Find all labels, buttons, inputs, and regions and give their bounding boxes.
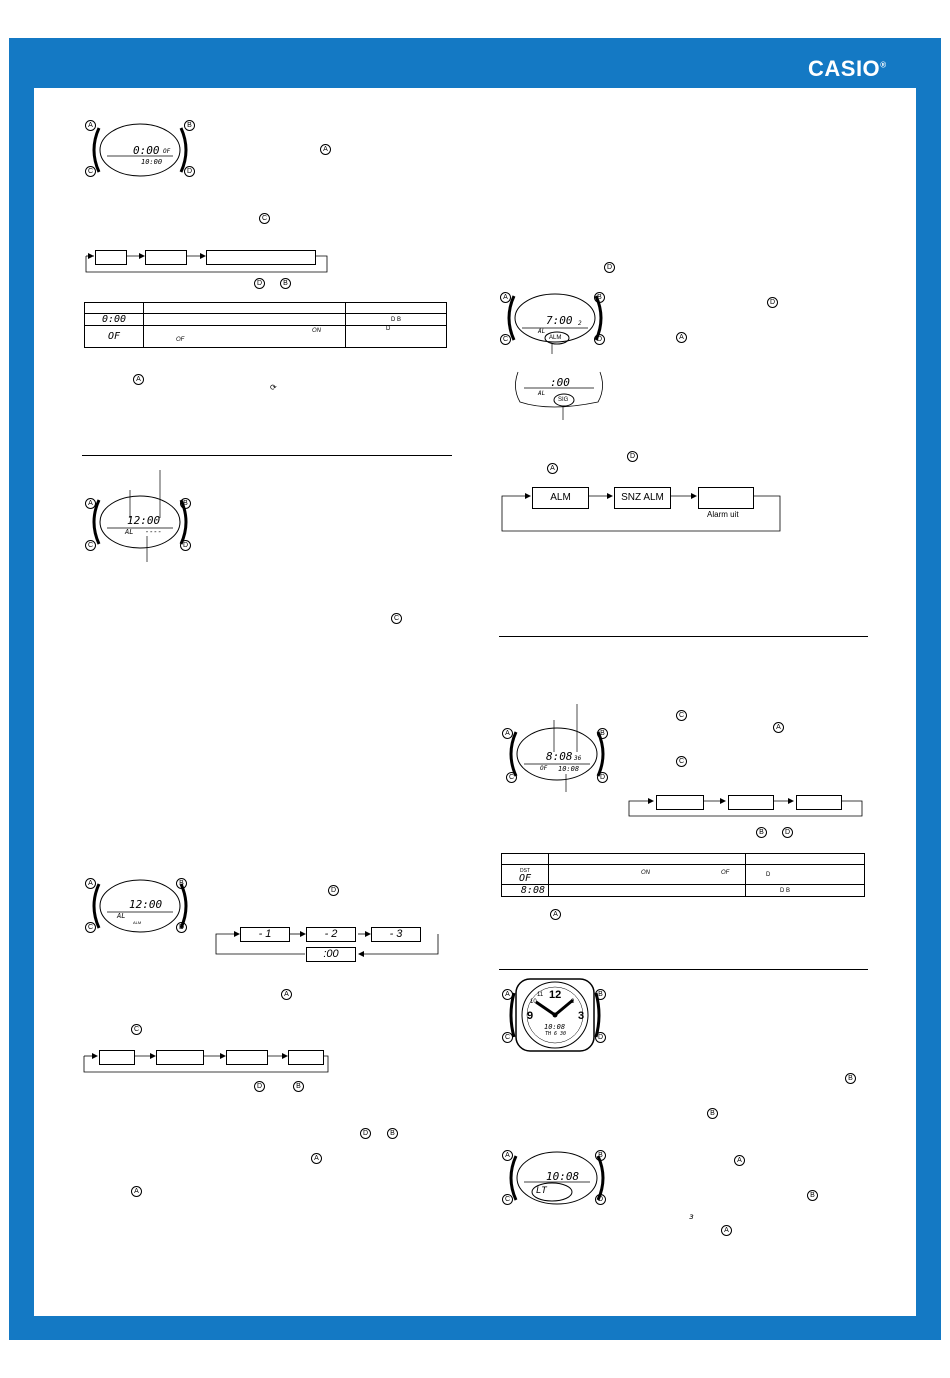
button-c-icon: C — [502, 1194, 513, 1205]
table-cell: D — [346, 326, 447, 348]
cycle6-box-1 — [656, 795, 704, 810]
settings-table-2 — [501, 853, 865, 897]
button-c-ref-icon: C — [391, 613, 402, 624]
dial-9: 9 — [527, 1010, 534, 1022]
cycle4-box-4 — [288, 1050, 324, 1065]
lcd-bottom: 10:00 — [141, 158, 163, 166]
dial-3: 3 — [578, 1010, 585, 1022]
button-c-ref-icon: C — [676, 710, 687, 721]
repeat-icon: ⟳ — [270, 383, 277, 392]
table-cell: D B — [746, 885, 865, 897]
button-b-icon: B — [184, 120, 195, 131]
button-a-icon: A — [502, 1150, 513, 1161]
lcd-digital-sub: TH 6 30 — [545, 1031, 567, 1037]
segment-glyph-icon: ɜ — [689, 1212, 694, 1221]
lcd-sub: AL — [538, 328, 546, 335]
button-a-ref-icon: A — [721, 1225, 732, 1236]
analog-watch-figure — [500, 975, 610, 1055]
dial-11: 11 — [537, 992, 544, 998]
button-d-icon: D — [180, 540, 191, 551]
button-b-icon: B — [176, 878, 187, 889]
button-b-ref-icon: B — [293, 1081, 304, 1092]
button-b-icon: B — [594, 292, 605, 303]
table-cell: DST OF — [502, 865, 549, 885]
button-a-ref-icon: A — [320, 144, 331, 155]
cycle2-off-label: Alarm uit — [707, 510, 739, 519]
lcd-sub: AL — [538, 390, 546, 397]
cycle3-box-3: - 3 — [371, 927, 421, 942]
button-d-icon: D — [184, 166, 195, 177]
analog-watch-icon — [500, 975, 610, 1055]
button-d-ref-icon: D — [328, 885, 339, 896]
button-b-ref-icon: B — [845, 1073, 856, 1084]
cycle2-off — [698, 487, 754, 509]
button-d-ref-icon: D — [782, 827, 793, 838]
button-a-ref-icon: A — [773, 722, 784, 733]
table-cell-tag: OF — [176, 337, 185, 343]
button-c-icon: C — [85, 922, 96, 933]
button-a-ref-icon: A — [133, 374, 144, 385]
section-divider — [499, 636, 868, 637]
lcd-sub: AL — [117, 912, 126, 920]
button-a-icon: A — [502, 989, 513, 1000]
table-cell-tag: ON — [641, 870, 650, 876]
lcd-main: 8:08 — [546, 750, 573, 763]
lcd-main: 12:00 — [129, 898, 163, 911]
table-row — [502, 885, 865, 897]
lcd-digital: 10:08 — [544, 1023, 566, 1031]
dial-2: 2 — [571, 999, 575, 1005]
lcd-dash: ---- — [145, 528, 162, 536]
dial-10: 10 — [530, 999, 537, 1005]
button-b-ref-icon: B — [280, 278, 291, 289]
button-b-icon: B — [595, 989, 606, 1000]
button-d-ref-icon: D — [360, 1128, 371, 1139]
section-divider — [499, 969, 868, 970]
button-a-ref-icon: A — [550, 909, 561, 920]
table-cell: 0:00 — [85, 314, 144, 326]
watch-figure-3 — [85, 876, 195, 940]
table-cell: D B — [346, 314, 447, 326]
button-c-icon: C — [502, 1032, 513, 1043]
button-c-ref-icon: C — [676, 756, 687, 767]
button-b-icon: B — [595, 1150, 606, 1161]
lcd-main: 7:00 — [546, 314, 573, 327]
button-a-icon: A — [500, 292, 511, 303]
watch-figure-1 — [85, 118, 195, 182]
lcd-sub: LT — [536, 1186, 547, 1196]
button-b-ref-icon: B — [387, 1128, 398, 1139]
section-divider — [82, 455, 452, 456]
button-a-ref-icon: A — [734, 1155, 745, 1166]
watch-figure-5 — [510, 368, 610, 420]
watch-figure-4 — [500, 290, 610, 350]
button-c-ref-icon: C — [259, 213, 270, 224]
button-a-ref-icon: A — [547, 463, 558, 474]
watch-figure-7 — [502, 1148, 612, 1210]
button-a-ref-icon: A — [281, 989, 292, 1000]
cycle6-box-3 — [796, 795, 842, 810]
cycle1-box-1 — [95, 250, 127, 265]
lcd-bottom: 10:08 — [558, 765, 580, 773]
table-row — [85, 314, 447, 326]
button-d-ref-icon: D — [767, 297, 778, 308]
lcd-sub: AL — [125, 528, 134, 536]
cycle4-box-2 — [156, 1050, 204, 1065]
cycle6-box-2 — [728, 795, 774, 810]
lcd-sub: OF — [540, 765, 548, 772]
lcd-main: 0:00 — [133, 144, 160, 157]
lcd-label: ALM — [133, 920, 142, 925]
button-a-ref-icon: A — [676, 332, 687, 343]
button-a-icon: A — [85, 498, 96, 509]
button-b-ref-icon: B — [756, 827, 767, 838]
button-a-ref-icon: A — [311, 1153, 322, 1164]
button-d-icon: D — [595, 1194, 606, 1205]
table-cell-tag: OF — [721, 870, 730, 876]
button-d-ref-icon: D — [604, 262, 615, 273]
lcd-right: OF — [163, 148, 171, 155]
settings-table-1 — [84, 302, 447, 348]
casio-logo: CASIO® — [808, 56, 887, 81]
table-cell-tag: ON — [312, 328, 321, 334]
lcd-main: :00 — [550, 376, 570, 389]
lcd-main: 10:08 — [546, 1170, 580, 1183]
alm-badge: ALM — [549, 335, 562, 341]
button-d-icon: D — [594, 334, 605, 345]
cycle1-box-3 — [206, 250, 316, 265]
watch-figure-2 — [85, 490, 195, 554]
button-b-icon: B — [180, 498, 191, 509]
button-a-icon: A — [502, 728, 513, 739]
button-c-icon: C — [85, 540, 96, 551]
sig-badge: SIG — [558, 397, 569, 403]
lcd-sec: 36 — [574, 755, 582, 762]
cycle1-box-2 — [145, 250, 187, 265]
button-d-icon: D — [176, 922, 187, 933]
cycle4-box-1 — [99, 1050, 135, 1065]
button-d-ref-icon: D — [627, 451, 638, 462]
button-b-icon: B — [597, 728, 608, 739]
button-a-icon: A — [85, 878, 96, 889]
button-c-ref-icon: C — [131, 1024, 142, 1035]
cycle4-box-3 — [226, 1050, 268, 1065]
lcd-main: 12:00 — [127, 514, 161, 527]
button-c-icon: C — [500, 334, 511, 345]
table-cell: D — [746, 865, 865, 885]
table-cell: OF — [85, 326, 144, 348]
button-c-icon: C — [506, 772, 517, 783]
button-c-icon: C — [85, 166, 96, 177]
button-d-ref-icon: D — [254, 1081, 265, 1092]
button-d-ref-icon: D — [254, 278, 265, 289]
cycle3-box-4: :00 — [306, 947, 356, 962]
cycle3-box-1: - 1 — [240, 927, 290, 942]
table-row — [502, 865, 865, 885]
button-d-icon: D — [595, 1032, 606, 1043]
table-row — [85, 326, 447, 348]
lcd-right: 2 — [578, 320, 582, 327]
button-a-icon: A — [85, 120, 96, 131]
button-b-ref-icon: B — [707, 1108, 718, 1119]
button-b-ref-icon: B — [807, 1190, 818, 1201]
button-d-icon: D — [597, 772, 608, 783]
table-cell: 8:08 — [502, 885, 549, 897]
cycle3-box-2: - 2 — [306, 927, 356, 942]
cycle2-snz: SNZ ALM — [614, 487, 671, 509]
cycle2-alm: ALM — [532, 487, 589, 509]
button-a-ref-icon: A — [131, 1186, 142, 1197]
watch-figure-6 — [502, 724, 612, 788]
dial-12: 12 — [549, 989, 562, 1001]
